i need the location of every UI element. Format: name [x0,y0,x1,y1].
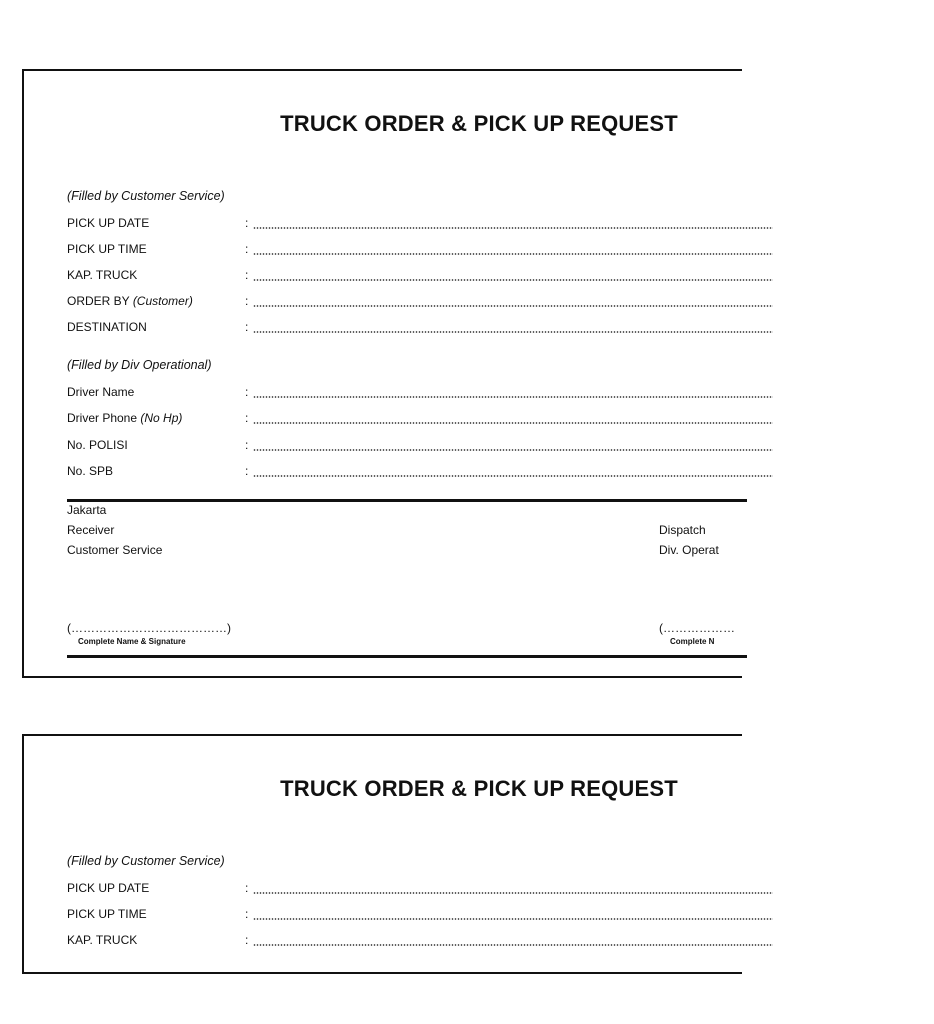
form-title: TRUCK ORDER & PICK UP REQUEST [280,111,678,136]
field-order-by [67,294,767,312]
fill-in-line[interactable] [253,227,773,229]
receiver-role: Receiver [67,523,115,537]
field-label [67,294,193,308]
field-colon: : [245,268,249,282]
field-label: DESTINATION [67,320,147,334]
field-label-sub: (No Hp) [140,411,183,425]
field-label: No. POLISI [67,438,128,452]
fill-in-line[interactable] [253,944,773,946]
field-colon: : [245,464,249,478]
fill-in-line[interactable] [253,892,773,894]
form-title: TRUCK ORDER & PICK UP REQUEST [280,776,678,801]
fill-in-line[interactable] [253,918,773,920]
field-driver-phone [67,411,767,429]
field-no-polisi [67,438,767,456]
fill-in-line[interactable] [253,331,773,333]
field-label-main: Driver Phone [67,411,138,425]
field-colon: : [245,907,249,921]
field-label: Driver Name [67,385,135,399]
operational-note: (Filled by Div Operational) [67,358,212,372]
field-destination [67,320,767,338]
fill-in-line[interactable] [253,305,773,307]
field-no-spb [67,464,767,482]
field-label: No. SPB [67,464,114,478]
dispatch-role: Dispatch [659,523,706,537]
field-label: PICK UP DATE [67,216,150,230]
field-label: PICK UP TIME [67,907,147,921]
field-kap-truck [67,268,767,286]
field-label: PICK UP DATE [67,881,150,895]
field-colon: : [245,933,249,947]
field-pickup-date [67,216,767,234]
field-colon: : [245,881,249,895]
dispatch-signature-caption: Complete N [670,637,715,646]
fill-in-line[interactable] [253,279,773,281]
field-label: KAP. TRUCK [67,268,138,282]
fill-in-line[interactable] [253,253,773,255]
customer-service-note: (Filled by Customer Service) [67,854,225,868]
fill-in-line[interactable] [253,475,773,477]
dispatch-department: Div. Operat [659,543,719,557]
field-kap-truck [67,933,767,951]
truck-order-form [22,734,742,974]
field-label [67,411,182,425]
footer-divider [67,655,747,658]
field-colon: : [245,438,249,452]
receiver-signature-line[interactable]: (…………………………………) [67,621,231,635]
field-label-main: ORDER BY [67,294,130,308]
field-label-sub: (Customer) [132,294,193,308]
dispatch-signature-line[interactable]: (……………… [659,621,735,635]
field-pickup-time [67,242,767,260]
field-pickup-time [67,907,767,925]
field-colon: : [245,216,249,230]
field-pickup-date [67,881,767,899]
receiver-signature-caption: Complete Name & Signature [78,637,186,646]
receiver-department: Customer Service [67,543,163,557]
fill-in-line[interactable] [253,396,773,398]
field-colon: : [245,242,249,256]
truck-order-form [22,69,742,678]
customer-service-note: (Filled by Customer Service) [67,189,225,203]
field-colon: : [245,294,249,308]
field-driver-name [67,385,767,403]
field-label: PICK UP TIME [67,242,147,256]
section-divider [67,499,747,502]
field-label: KAP. TRUCK [67,933,138,947]
field-colon: : [245,385,249,399]
fill-in-line[interactable] [253,449,773,451]
fill-in-line[interactable] [253,422,773,424]
signature-city: Jakarta [67,503,107,517]
field-colon: : [245,411,249,425]
field-colon: : [245,320,249,334]
